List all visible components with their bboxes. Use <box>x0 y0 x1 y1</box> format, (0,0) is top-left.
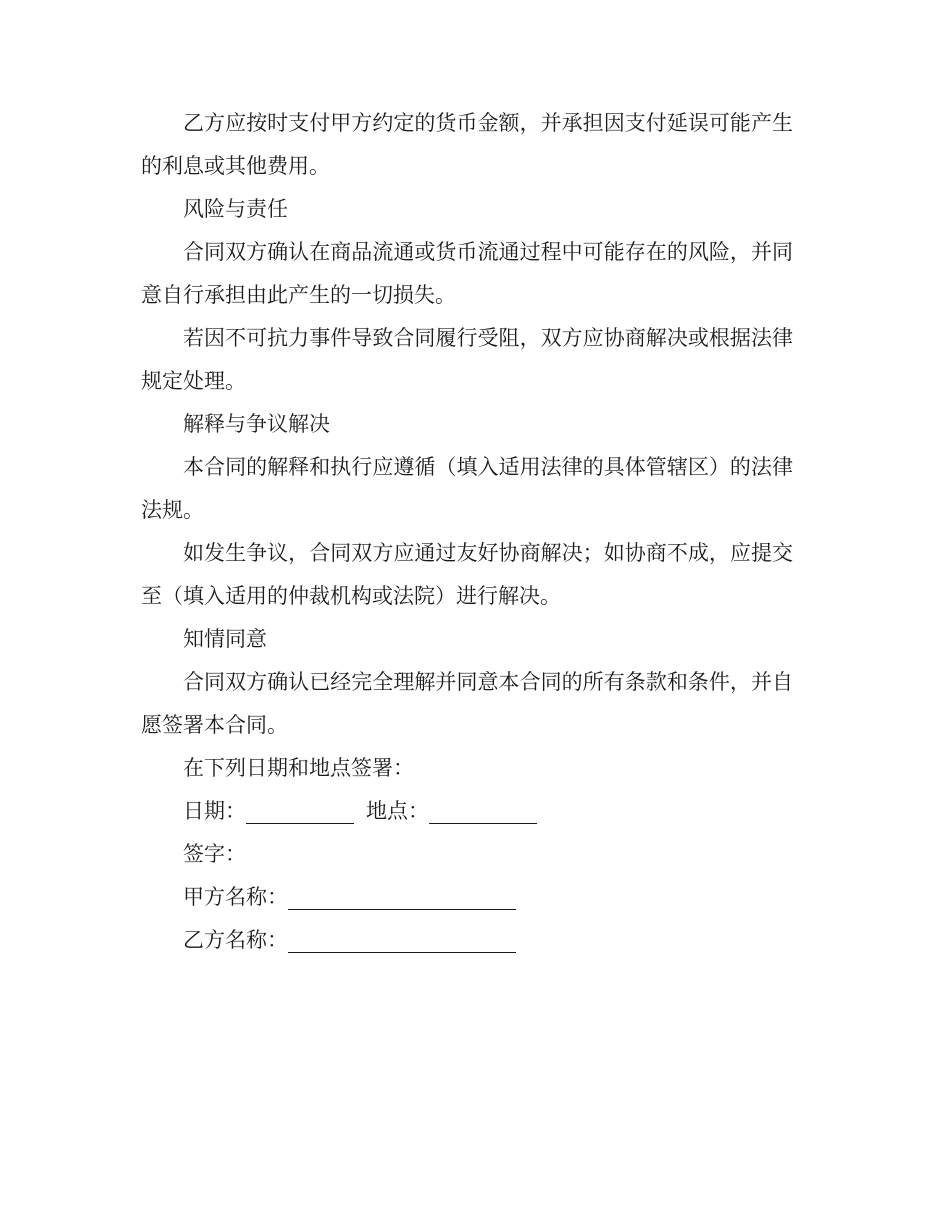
signature-row <box>141 833 793 876</box>
party-b-label: 乙方名称： <box>183 928 288 952</box>
paragraph-governing-law: 本合同的解释和执行应遵循（填入适用法律的具体管辖区）的法律法规。 <box>141 455 793 522</box>
heading-dispute-resolution: 解释与争议解决 <box>183 412 330 436</box>
signature-label: 签字： <box>183 842 246 866</box>
party-b-row <box>141 919 793 962</box>
date-place-row <box>141 790 793 833</box>
place-field[interactable] <box>429 799 537 824</box>
heading-risk-responsibility: 风险与责任 <box>183 197 288 221</box>
party-b-name-field[interactable] <box>288 928 516 953</box>
place-label: 地点： <box>366 799 429 823</box>
paragraph-dispute: 如发生争议，合同双方应通过友好协商解决；如协商不成，应提交至（填入适用的仲裁机构或法院）进行解决。 <box>141 541 793 608</box>
party-a-row <box>141 876 793 919</box>
party-a-label: 甲方名称： <box>183 885 288 909</box>
document-page <box>141 102 793 962</box>
paragraph-payment: 乙方应按时支付甲方约定的货币金额，并承担因支付延误可能产生的利息或其他费用。 <box>141 111 793 178</box>
date-label: 日期： <box>183 799 246 823</box>
paragraph-consent: 合同双方确认已经完全理解并同意本合同的所有条款和条件，并自愿签署本合同。 <box>141 670 793 737</box>
paragraph-risk: 合同双方确认在商品流通或货币流通过程中可能存在的风险，并同意自行承担由此产生的一切损失。 <box>141 240 793 307</box>
signing-intro: 在下列日期和地点签署： <box>183 756 414 780</box>
date-field[interactable] <box>246 799 354 824</box>
paragraph-force-majeure: 若因不可抗力事件导致合同履行受阻，双方应协商解决或根据法律规定处理。 <box>141 326 793 393</box>
party-a-name-field[interactable] <box>288 885 516 910</box>
heading-informed-consent: 知情同意 <box>183 627 267 651</box>
